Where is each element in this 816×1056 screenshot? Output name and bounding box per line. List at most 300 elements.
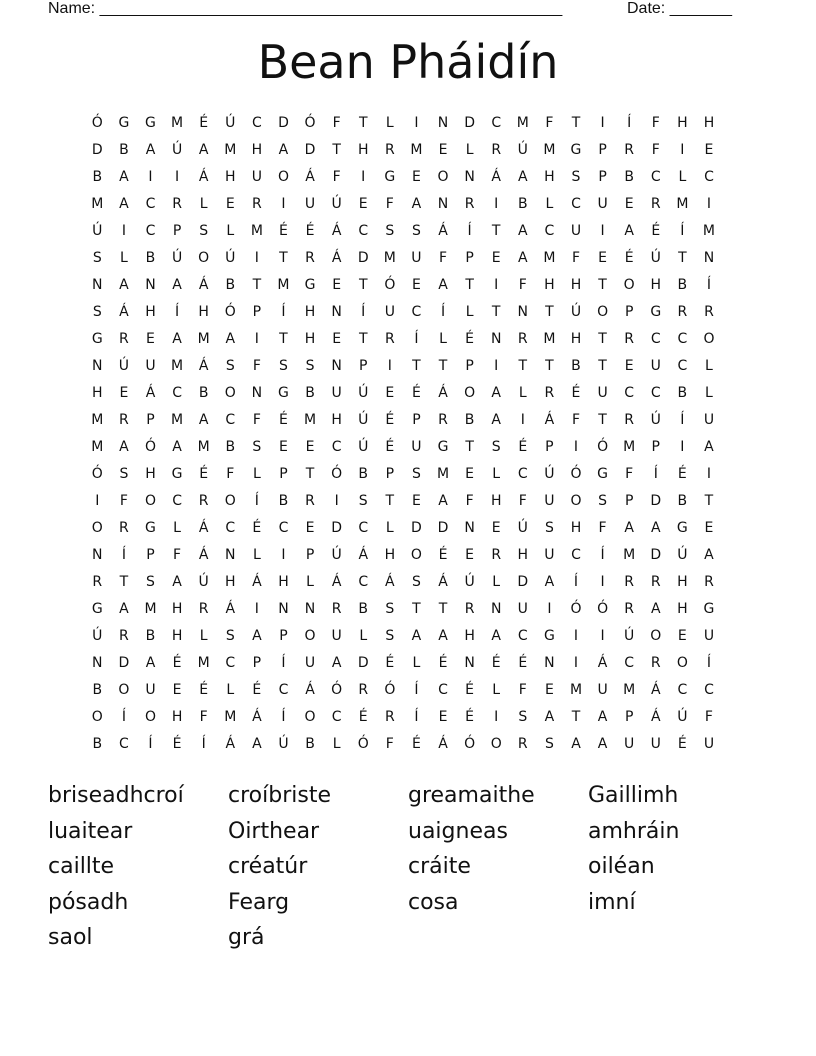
grid-letter[interactable]: R bbox=[358, 682, 369, 698]
grid-letter[interactable]: F bbox=[598, 520, 607, 536]
grid-letter[interactable]: R bbox=[251, 196, 262, 212]
grid-letter[interactable]: T bbox=[545, 304, 554, 320]
grid-letter[interactable]: Í bbox=[600, 547, 605, 563]
grid-letter[interactable]: N bbox=[92, 358, 103, 374]
grid-letter[interactable]: N bbox=[703, 250, 715, 266]
grid-letter[interactable]: I bbox=[494, 277, 499, 293]
grid-letter[interactable]: E bbox=[677, 628, 687, 644]
grid-letter[interactable]: B bbox=[198, 385, 209, 401]
grid-letter[interactable]: Í bbox=[281, 304, 286, 320]
grid-letter[interactable]: E bbox=[465, 547, 475, 563]
grid-letter[interactable]: I bbox=[706, 466, 712, 482]
grid-letter[interactable]: A bbox=[252, 628, 262, 644]
grid-letter[interactable]: D bbox=[464, 115, 475, 131]
grid-letter[interactable]: O bbox=[91, 709, 103, 725]
grid-letter[interactable]: Ó bbox=[597, 601, 609, 617]
grid-letter[interactable]: E bbox=[704, 520, 714, 536]
grid-letter[interactable]: Í bbox=[467, 223, 472, 239]
grid-letter[interactable]: D bbox=[650, 547, 662, 563]
grid-letter[interactable]: O bbox=[304, 709, 316, 725]
grid-letter[interactable]: G bbox=[437, 439, 449, 455]
grid-letter[interactable]: H bbox=[304, 331, 316, 347]
grid-letter[interactable]: H bbox=[650, 277, 662, 293]
grid-letter[interactable]: Í bbox=[121, 709, 126, 725]
grid-letter[interactable]: A bbox=[438, 493, 448, 509]
grid-letter[interactable]: I bbox=[414, 115, 419, 131]
grid-letter[interactable]: E bbox=[411, 493, 421, 509]
grid-letter[interactable]: L bbox=[518, 385, 527, 401]
grid-letter[interactable]: É bbox=[172, 736, 182, 752]
grid-letter[interactable]: R bbox=[331, 601, 342, 617]
grid-letter[interactable]: I bbox=[175, 169, 180, 185]
grid-letter[interactable]: M bbox=[250, 223, 263, 239]
grid-letter[interactable]: T bbox=[358, 331, 368, 347]
grid-letter[interactable]: M bbox=[623, 547, 636, 563]
grid-letter[interactable]: D bbox=[278, 115, 289, 131]
grid-letter[interactable]: R bbox=[517, 736, 528, 752]
grid-letter[interactable]: F bbox=[571, 250, 581, 266]
grid-letter[interactable]: T bbox=[518, 358, 528, 374]
grid-letter[interactable]: O bbox=[490, 736, 502, 752]
grid-letter[interactable]: F bbox=[252, 412, 261, 428]
grid-letter[interactable]: G bbox=[145, 520, 156, 536]
grid-letter[interactable]: C bbox=[278, 520, 289, 536]
grid-letter[interactable]: P bbox=[305, 547, 315, 563]
grid-letter[interactable]: M bbox=[91, 196, 104, 212]
grid-letter[interactable]: F bbox=[252, 358, 261, 374]
grid-letter[interactable]: U bbox=[624, 736, 635, 752]
grid-letter[interactable]: S bbox=[252, 439, 262, 455]
grid-letter[interactable]: L bbox=[705, 385, 713, 401]
grid-letter[interactable]: S bbox=[199, 223, 209, 239]
grid-letter[interactable]: C bbox=[571, 196, 581, 212]
grid-letter[interactable]: C bbox=[650, 169, 661, 185]
grid-letter[interactable]: B bbox=[358, 466, 369, 482]
grid-letter[interactable]: A bbox=[650, 601, 661, 617]
grid-letter[interactable]: P bbox=[465, 358, 474, 374]
grid-letter[interactable]: U bbox=[650, 736, 661, 752]
grid-letter[interactable]: A bbox=[119, 439, 129, 455]
grid-letter[interactable]: N bbox=[437, 196, 449, 212]
grid-letter[interactable]: I bbox=[361, 169, 366, 185]
grid-letter[interactable]: O bbox=[623, 277, 635, 293]
grid-letter[interactable]: Á bbox=[597, 655, 608, 671]
grid-letter[interactable]: Á bbox=[650, 682, 661, 698]
grid-letter[interactable]: S bbox=[411, 223, 421, 239]
grid-letter[interactable]: A bbox=[544, 574, 555, 590]
grid-letter[interactable]: P bbox=[252, 304, 262, 320]
grid-letter[interactable]: É bbox=[172, 655, 182, 671]
grid-letter[interactable]: É bbox=[571, 385, 581, 401]
grid-letter[interactable]: T bbox=[438, 358, 448, 374]
grid-letter[interactable]: T bbox=[598, 277, 607, 293]
grid-letter[interactable]: E bbox=[305, 520, 315, 536]
grid-letter[interactable]: E bbox=[305, 439, 315, 455]
grid-letter[interactable]: L bbox=[439, 331, 447, 347]
grid-letter[interactable]: C bbox=[172, 385, 182, 401]
grid-letter[interactable]: A bbox=[704, 439, 714, 455]
grid-letter[interactable]: R bbox=[650, 655, 661, 671]
grid-letter[interactable]: R bbox=[92, 574, 103, 590]
grid-letter[interactable]: G bbox=[597, 466, 608, 482]
grid-letter[interactable]: E bbox=[438, 709, 448, 725]
grid-letter[interactable]: S bbox=[92, 250, 102, 266]
grid-letter[interactable]: É bbox=[199, 682, 209, 698]
grid-letter[interactable]: H bbox=[464, 628, 475, 644]
grid-letter[interactable]: L bbox=[465, 142, 474, 158]
grid-letter[interactable]: P bbox=[279, 628, 288, 644]
grid-letter[interactable]: B bbox=[145, 628, 156, 644]
grid-letter[interactable]: F bbox=[332, 115, 341, 131]
grid-letter[interactable]: U bbox=[331, 628, 342, 644]
grid-letter[interactable]: Á bbox=[491, 169, 501, 185]
grid-letter[interactable]: T bbox=[678, 250, 687, 266]
grid-letter[interactable]: S bbox=[146, 574, 155, 590]
grid-letter[interactable]: Á bbox=[358, 547, 369, 563]
grid-letter[interactable]: A bbox=[172, 331, 182, 347]
grid-letter[interactable]: I bbox=[600, 115, 605, 131]
grid-letter[interactable]: E bbox=[411, 169, 421, 185]
grid-letter[interactable]: E bbox=[172, 682, 182, 698]
grid-letter[interactable]: A bbox=[252, 736, 262, 752]
grid-letter[interactable]: Ó bbox=[357, 736, 369, 752]
grid-letter[interactable]: L bbox=[199, 196, 208, 212]
grid-letter[interactable]: A bbox=[411, 196, 422, 212]
grid-letter[interactable]: É bbox=[385, 655, 395, 671]
grid-letter[interactable]: U bbox=[251, 169, 262, 185]
grid-letter[interactable]: Ó bbox=[304, 115, 316, 131]
grid-letter[interactable]: C bbox=[145, 223, 156, 239]
grid-letter[interactable]: É bbox=[491, 655, 501, 671]
grid-letter[interactable]: Á bbox=[119, 304, 129, 320]
grid-letter[interactable]: É bbox=[252, 520, 262, 536]
grid-letter[interactable]: S bbox=[119, 466, 129, 482]
grid-letter[interactable]: H bbox=[677, 115, 688, 131]
grid-letter[interactable]: S bbox=[518, 709, 528, 725]
grid-letter[interactable]: M bbox=[171, 412, 184, 428]
grid-letter[interactable]: N bbox=[92, 655, 103, 671]
grid-letter[interactable]: E bbox=[465, 466, 475, 482]
grid-letter[interactable]: T bbox=[491, 304, 501, 320]
grid-letter[interactable]: É bbox=[411, 736, 421, 752]
grid-letter[interactable]: Á bbox=[438, 223, 448, 239]
grid-letter[interactable]: E bbox=[704, 142, 714, 158]
grid-letter[interactable]: A bbox=[491, 412, 501, 428]
grid-letter[interactable]: H bbox=[225, 574, 236, 590]
grid-letter[interactable]: H bbox=[570, 520, 582, 536]
grid-letter[interactable]: F bbox=[651, 115, 660, 131]
grid-letter[interactable]: U bbox=[304, 196, 316, 212]
grid-letter[interactable]: M bbox=[543, 250, 556, 266]
grid-letter[interactable]: G bbox=[703, 601, 715, 617]
grid-letter[interactable]: Ó bbox=[464, 736, 476, 752]
grid-letter[interactable]: C bbox=[225, 412, 236, 428]
grid-letter[interactable]: A bbox=[119, 169, 129, 185]
grid-letter[interactable]: N bbox=[331, 304, 342, 320]
grid-letter[interactable]: I bbox=[254, 601, 259, 617]
grid-letter[interactable]: A bbox=[491, 628, 501, 644]
grid-letter[interactable]: T bbox=[465, 439, 474, 455]
grid-letter[interactable]: R bbox=[544, 385, 555, 401]
grid-letter[interactable]: I bbox=[387, 358, 392, 374]
grid-letter[interactable]: E bbox=[279, 439, 288, 455]
grid-letter[interactable]: T bbox=[305, 466, 315, 482]
grid-letter[interactable]: Á bbox=[198, 520, 209, 536]
grid-letter[interactable]: C bbox=[331, 439, 342, 455]
grid-letter[interactable]: T bbox=[412, 358, 421, 374]
grid-letter[interactable]: É bbox=[199, 466, 209, 482]
grid-letter[interactable]: T bbox=[491, 223, 501, 239]
grid-letter[interactable]: B bbox=[92, 682, 103, 698]
grid-letter[interactable]: Ó bbox=[570, 466, 582, 482]
grid-letter[interactable]: N bbox=[304, 601, 316, 617]
grid-letter[interactable]: Ó bbox=[144, 439, 156, 455]
grid-letter[interactable]: U bbox=[703, 412, 715, 428]
grid-letter[interactable]: D bbox=[331, 520, 343, 536]
grid-letter[interactable]: B bbox=[517, 196, 528, 212]
grid-letter[interactable]: C bbox=[145, 196, 156, 212]
grid-letter[interactable]: U bbox=[597, 196, 608, 212]
grid-letter[interactable]: R bbox=[650, 574, 661, 590]
grid-letter[interactable]: Á bbox=[438, 574, 448, 590]
name-field[interactable]: Name: ____________________________________________________ bbox=[48, 0, 563, 17]
grid-letter[interactable]: Í bbox=[121, 547, 126, 563]
grid-letter[interactable]: T bbox=[358, 277, 368, 293]
grid-letter[interactable]: S bbox=[385, 223, 395, 239]
grid-letter[interactable]: H bbox=[544, 277, 555, 293]
grid-letter[interactable]: M bbox=[410, 142, 423, 158]
grid-letter[interactable]: Á bbox=[225, 736, 236, 752]
grid-letter[interactable]: A bbox=[597, 736, 608, 752]
grid-letter[interactable]: E bbox=[332, 331, 342, 347]
grid-letter[interactable]: O bbox=[277, 169, 289, 185]
grid-letter[interactable]: É bbox=[199, 115, 209, 131]
grid-letter[interactable]: F bbox=[704, 709, 713, 725]
grid-letter[interactable]: É bbox=[438, 547, 448, 563]
grid-letter[interactable]: C bbox=[411, 304, 422, 320]
grid-letter[interactable]: Ú bbox=[624, 628, 635, 644]
grid-letter[interactable]: Í bbox=[414, 331, 419, 347]
grid-letter[interactable]: L bbox=[412, 655, 421, 671]
grid-letter[interactable]: C bbox=[704, 169, 714, 185]
grid-letter[interactable]: T bbox=[358, 115, 368, 131]
grid-letter[interactable]: P bbox=[651, 439, 660, 455]
grid-letter[interactable]: Á bbox=[198, 547, 209, 563]
grid-letter[interactable]: D bbox=[650, 493, 662, 509]
grid-letter[interactable]: I bbox=[706, 196, 712, 212]
grid-letter[interactable]: Ó bbox=[384, 682, 396, 698]
grid-letter[interactable]: R bbox=[624, 574, 635, 590]
grid-letter[interactable]: E bbox=[411, 277, 421, 293]
grid-letter[interactable]: L bbox=[226, 223, 235, 239]
grid-letter[interactable]: R bbox=[650, 196, 661, 212]
grid-letter[interactable]: F bbox=[438, 250, 448, 266]
grid-letter[interactable]: H bbox=[677, 601, 688, 617]
grid-letter[interactable]: T bbox=[119, 574, 129, 590]
grid-letter[interactable]: A bbox=[518, 169, 528, 185]
grid-letter[interactable]: E bbox=[544, 682, 554, 698]
grid-letter[interactable]: A bbox=[624, 520, 634, 536]
grid-letter[interactable]: Ú bbox=[92, 223, 103, 239]
grid-letter[interactable]: T bbox=[465, 277, 474, 293]
grid-letter[interactable]: E bbox=[624, 358, 634, 374]
grid-letter[interactable]: I bbox=[95, 493, 100, 509]
grid-letter[interactable]: C bbox=[278, 682, 289, 698]
grid-letter[interactable]: M bbox=[543, 331, 556, 347]
grid-letter[interactable]: L bbox=[226, 682, 235, 698]
grid-letter[interactable]: F bbox=[199, 709, 208, 725]
grid-letter[interactable]: R bbox=[172, 196, 182, 212]
grid-letter[interactable]: B bbox=[225, 277, 236, 293]
grid-letter[interactable]: É bbox=[518, 439, 528, 455]
grid-letter[interactable]: É bbox=[465, 682, 475, 698]
grid-letter[interactable]: E bbox=[146, 331, 155, 347]
grid-letter[interactable]: Í bbox=[573, 574, 579, 590]
grid-letter[interactable]: G bbox=[171, 466, 183, 482]
grid-letter[interactable]: D bbox=[357, 250, 369, 266]
grid-letter[interactable]: B bbox=[225, 439, 236, 455]
grid-letter[interactable]: S bbox=[92, 304, 102, 320]
grid-letter[interactable]: R bbox=[119, 331, 129, 347]
grid-letter[interactable]: R bbox=[198, 493, 209, 509]
grid-letter[interactable]: P bbox=[279, 466, 288, 482]
grid-letter[interactable]: Ú bbox=[92, 628, 103, 644]
grid-letter[interactable]: F bbox=[571, 412, 581, 428]
grid-letter[interactable]: Ú bbox=[171, 250, 183, 266]
grid-letter[interactable]: L bbox=[306, 574, 314, 590]
grid-letter[interactable]: G bbox=[650, 304, 662, 320]
grid-letter[interactable]: Ó bbox=[384, 277, 396, 293]
grid-letter[interactable]: R bbox=[491, 142, 502, 158]
grid-letter[interactable]: A bbox=[571, 736, 581, 752]
grid-letter[interactable]: C bbox=[491, 115, 502, 131]
grid-letter[interactable]: L bbox=[492, 574, 501, 590]
grid-letter[interactable]: N bbox=[544, 655, 555, 671]
grid-letter[interactable]: Ú bbox=[331, 196, 342, 212]
grid-letter[interactable]: Ú bbox=[118, 358, 130, 374]
grid-letter[interactable]: U bbox=[384, 304, 395, 320]
grid-letter[interactable]: M bbox=[702, 223, 715, 239]
grid-letter[interactable]: B bbox=[677, 277, 688, 293]
grid-letter[interactable]: N bbox=[517, 304, 529, 320]
grid-letter[interactable]: R bbox=[305, 250, 315, 266]
grid-letter[interactable]: M bbox=[623, 682, 636, 698]
grid-letter[interactable]: O bbox=[464, 385, 476, 401]
grid-letter[interactable]: R bbox=[624, 412, 635, 428]
grid-letter[interactable]: E bbox=[491, 520, 501, 536]
grid-letter[interactable]: R bbox=[384, 709, 395, 725]
grid-letter[interactable]: Ú bbox=[358, 412, 369, 428]
grid-letter[interactable]: B bbox=[278, 493, 289, 509]
grid-letter[interactable]: Ú bbox=[358, 385, 369, 401]
grid-letter[interactable]: A bbox=[438, 277, 448, 293]
grid-letter[interactable]: L bbox=[359, 628, 368, 644]
grid-letter[interactable]: R bbox=[384, 142, 395, 158]
grid-letter[interactable]: Ú bbox=[544, 466, 555, 482]
grid-letter[interactable]: G bbox=[304, 277, 316, 293]
grid-letter[interactable]: L bbox=[119, 250, 128, 266]
grid-letter[interactable]: F bbox=[518, 493, 527, 509]
grid-letter[interactable]: E bbox=[332, 277, 342, 293]
grid-letter[interactable]: É bbox=[252, 682, 262, 698]
grid-letter[interactable]: B bbox=[677, 385, 688, 401]
grid-letter[interactable]: H bbox=[225, 169, 236, 185]
grid-letter[interactable]: Á bbox=[331, 250, 342, 266]
grid-letter[interactable]: P bbox=[545, 439, 554, 455]
grid-letter[interactable]: T bbox=[545, 358, 554, 374]
grid-letter[interactable]: P bbox=[359, 358, 368, 374]
grid-letter[interactable]: T bbox=[279, 250, 288, 266]
grid-letter[interactable]: R bbox=[438, 412, 448, 428]
grid-letter[interactable]: A bbox=[172, 574, 182, 590]
grid-letter[interactable]: Í bbox=[148, 736, 153, 752]
grid-letter[interactable]: Á bbox=[198, 277, 209, 293]
grid-letter[interactable]: L bbox=[332, 736, 341, 752]
grid-letter[interactable]: U bbox=[544, 493, 555, 509]
grid-letter[interactable]: Í bbox=[414, 682, 419, 698]
grid-letter[interactable]: L bbox=[199, 628, 208, 644]
grid-letter[interactable]: R bbox=[464, 196, 475, 212]
grid-letter[interactable]: A bbox=[518, 223, 528, 239]
grid-letter[interactable]: Ú bbox=[331, 547, 342, 563]
grid-letter[interactable]: Á bbox=[331, 223, 342, 239]
grid-letter[interactable]: Ó bbox=[331, 682, 343, 698]
grid-letter[interactable]: T bbox=[571, 115, 581, 131]
grid-letter[interactable]: H bbox=[92, 385, 103, 401]
grid-letter[interactable]: F bbox=[651, 142, 660, 158]
grid-letter[interactable]: Ó bbox=[597, 439, 609, 455]
grid-letter[interactable]: M bbox=[224, 709, 237, 725]
grid-letter[interactable]: C bbox=[704, 682, 714, 698]
grid-letter[interactable]: M bbox=[171, 358, 184, 374]
grid-letter[interactable]: I bbox=[600, 628, 605, 644]
grid-letter[interactable]: Á bbox=[252, 574, 262, 590]
date-field[interactable]: Date: _______ bbox=[627, 0, 732, 17]
grid-letter[interactable]: A bbox=[172, 439, 182, 455]
grid-letter[interactable]: R bbox=[624, 142, 635, 158]
grid-letter[interactable]: R bbox=[624, 601, 635, 617]
grid-letter[interactable]: É bbox=[385, 439, 395, 455]
grid-letter[interactable]: H bbox=[171, 709, 183, 725]
grid-letter[interactable]: B bbox=[305, 736, 315, 752]
grid-letter[interactable]: H bbox=[304, 304, 316, 320]
grid-letter[interactable]: U bbox=[145, 358, 156, 374]
grid-letter[interactable]: F bbox=[226, 466, 235, 482]
grid-letter[interactable]: M bbox=[383, 250, 396, 266]
grid-letter[interactable]: F bbox=[545, 115, 554, 131]
grid-letter[interactable]: Ú bbox=[198, 574, 209, 590]
grid-letter[interactable]: G bbox=[91, 331, 103, 347]
grid-letter[interactable]: S bbox=[305, 358, 315, 374]
grid-letter[interactable]: Í bbox=[254, 493, 259, 509]
grid-letter[interactable]: B bbox=[571, 358, 581, 374]
grid-letter[interactable]: É bbox=[465, 331, 475, 347]
grid-letter[interactable]: F bbox=[119, 493, 128, 509]
grid-letter[interactable]: S bbox=[491, 439, 501, 455]
grid-letter[interactable]: F bbox=[518, 682, 527, 698]
grid-letter[interactable]: I bbox=[680, 142, 685, 158]
grid-letter[interactable]: N bbox=[225, 547, 236, 563]
grid-letter[interactable]: B bbox=[305, 385, 315, 401]
grid-letter[interactable]: Í bbox=[414, 709, 419, 725]
grid-letter[interactable]: A bbox=[624, 223, 634, 239]
grid-letter[interactable]: B bbox=[145, 250, 156, 266]
grid-letter[interactable]: O bbox=[676, 655, 688, 671]
grid-letter[interactable]: G bbox=[543, 628, 555, 644]
grid-letter[interactable]: H bbox=[544, 169, 555, 185]
grid-letter[interactable]: I bbox=[281, 196, 286, 212]
grid-letter[interactable]: Á bbox=[305, 169, 315, 185]
